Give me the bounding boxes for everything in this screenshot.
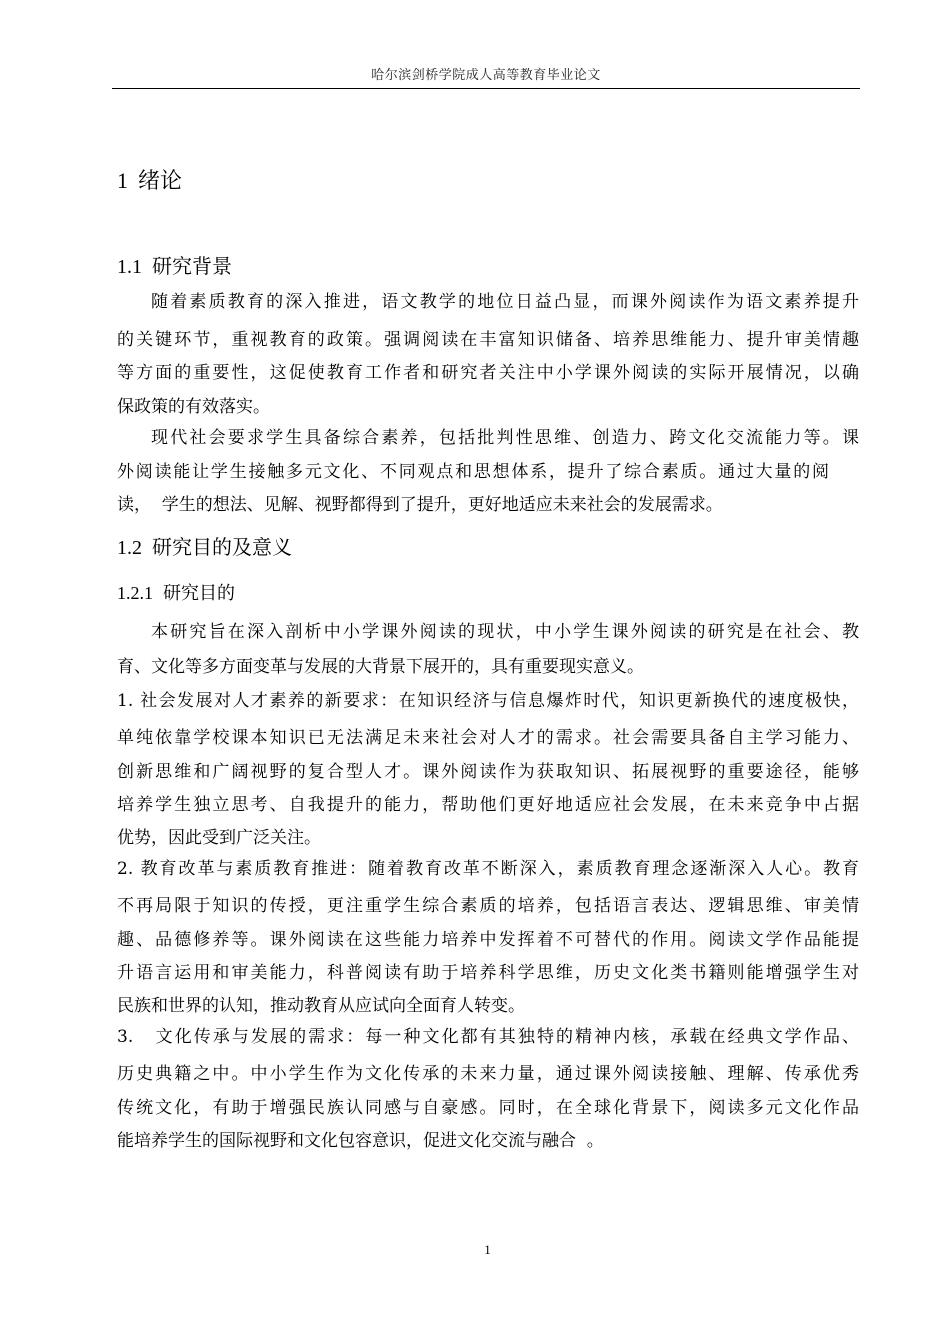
list-item-line: 不再局限于知识的传授，更注重学生综合素质的培养，包括语言表达、逻辑思维、审美情 [117,896,859,916]
chapter-title: 绪论 [138,169,183,194]
section-heading-1-1 [117,250,232,279]
running-header: 哈尔滨剑桥学院成人高等教育毕业论文 [371,68,601,83]
list-item-line: 趣、品德修养等。课外阅读在这些能力培养中发挥着不可替代的作用。阅读文学作品能提 [117,930,859,950]
section-heading-1-2 [117,531,292,560]
list-item-line: 创新思维和广阔视野的复合型人才。课外阅读作为获取知识、拓展视野的重要途径，能够 [117,762,859,782]
paragraph-line: 随着素质教育的深入推进，语文教学的地位日益凸显，而课外阅读作为语文素养提升 [151,292,859,312]
list-item-line: 优势，因此受到广泛关注。 [117,828,321,848]
list-item-line: 单纯依靠学校课本知识已无法满足未来社会对人才的需求。社会需要具备自主学习能力、 [117,728,859,748]
paragraph-line: 等方面的重要性，这促使教育工作者和研究者关注中小学课外阅读的实际开展情况，以确 [117,363,859,383]
list-item-line: 1. 社会发展对人才素养的新要求：在知识经济与信息爆炸时代，知识更新换代的速度极快， [117,691,859,711]
list-item-line: 3. 文化传承与发展的需求：每一种文化都有其独特的精神内核，承载在经典文学作品、 [117,1027,859,1047]
paragraph-line: 育、文化等多方面变革与发展的大背景下展开的，具有重要现实意义。 [117,657,644,677]
list-item-line: 能培养学生的国际视野和文化包容意识，促进文化交流与融合 。 [117,1131,604,1151]
list-item-line: 传统文化，有助于增强民族认同感与自豪感。同时，在全球化背景下，阅读多元文化作品 [117,1098,859,1118]
page-number: 1 [484,1242,491,1257]
paragraph-line: 现代社会要求学生具备综合素养，包括批判性思维、创造力、跨文化交流能力等。课 [151,428,859,448]
list-item-line: 历史典籍之中。中小学生作为文化传承的未来力量，通过课外阅读接触、理解、传承优秀 [117,1064,859,1084]
section-title: 研究背景 [152,254,232,278]
header-rule [112,88,860,89]
paragraph-line: 读， 学生的想法、见解、视野都得到了提升，更好地适应未来社会的发展需求。 [117,495,723,515]
paragraph-line: 的关键环节，重视教育的政策。强调阅读在丰富知识储备、培养思维能力、提升审美情趣 [117,330,859,350]
chapter-heading [117,164,182,195]
subsection-title: 研究目的 [163,583,235,604]
section-number: 1.2 [117,537,142,559]
subsection-number: 1.2.1 [117,583,153,603]
section-number: 1.1 [117,256,142,278]
list-item-line: 2. 教育改革与素质教育推进：随着教育改革不断深入，素质教育理念逐渐深入人心。教育 [117,859,859,879]
subsection-heading-1-2-1 [117,579,235,605]
chapter-number: 1 [117,168,128,193]
paragraph-line: 本研究旨在深入剖析中小学课外阅读的现状，中小学生课外阅读的研究是在社会、教 [151,622,859,642]
list-item-line: 民族和世界的认知，推动教育从应试向全面育人转变。 [117,996,525,1016]
paragraph-line: 外阅读能让学生接触多元文化、不同观点和思想体系，提升了综合素质。通过大量的阅 [117,462,829,482]
list-item-line: 培养学生独立思考、自我提升的能力，帮助他们更好地适应社会发展，在未来竞争中占据 [117,795,859,815]
paragraph-line: 保政策的有效落实。 [117,397,270,417]
section-title: 研究目的及意义 [152,535,292,559]
list-item-line: 升语言运用和审美能力，科普阅读有助于培养科学思维，历史文化类书籍则能增强学生对 [117,963,859,983]
